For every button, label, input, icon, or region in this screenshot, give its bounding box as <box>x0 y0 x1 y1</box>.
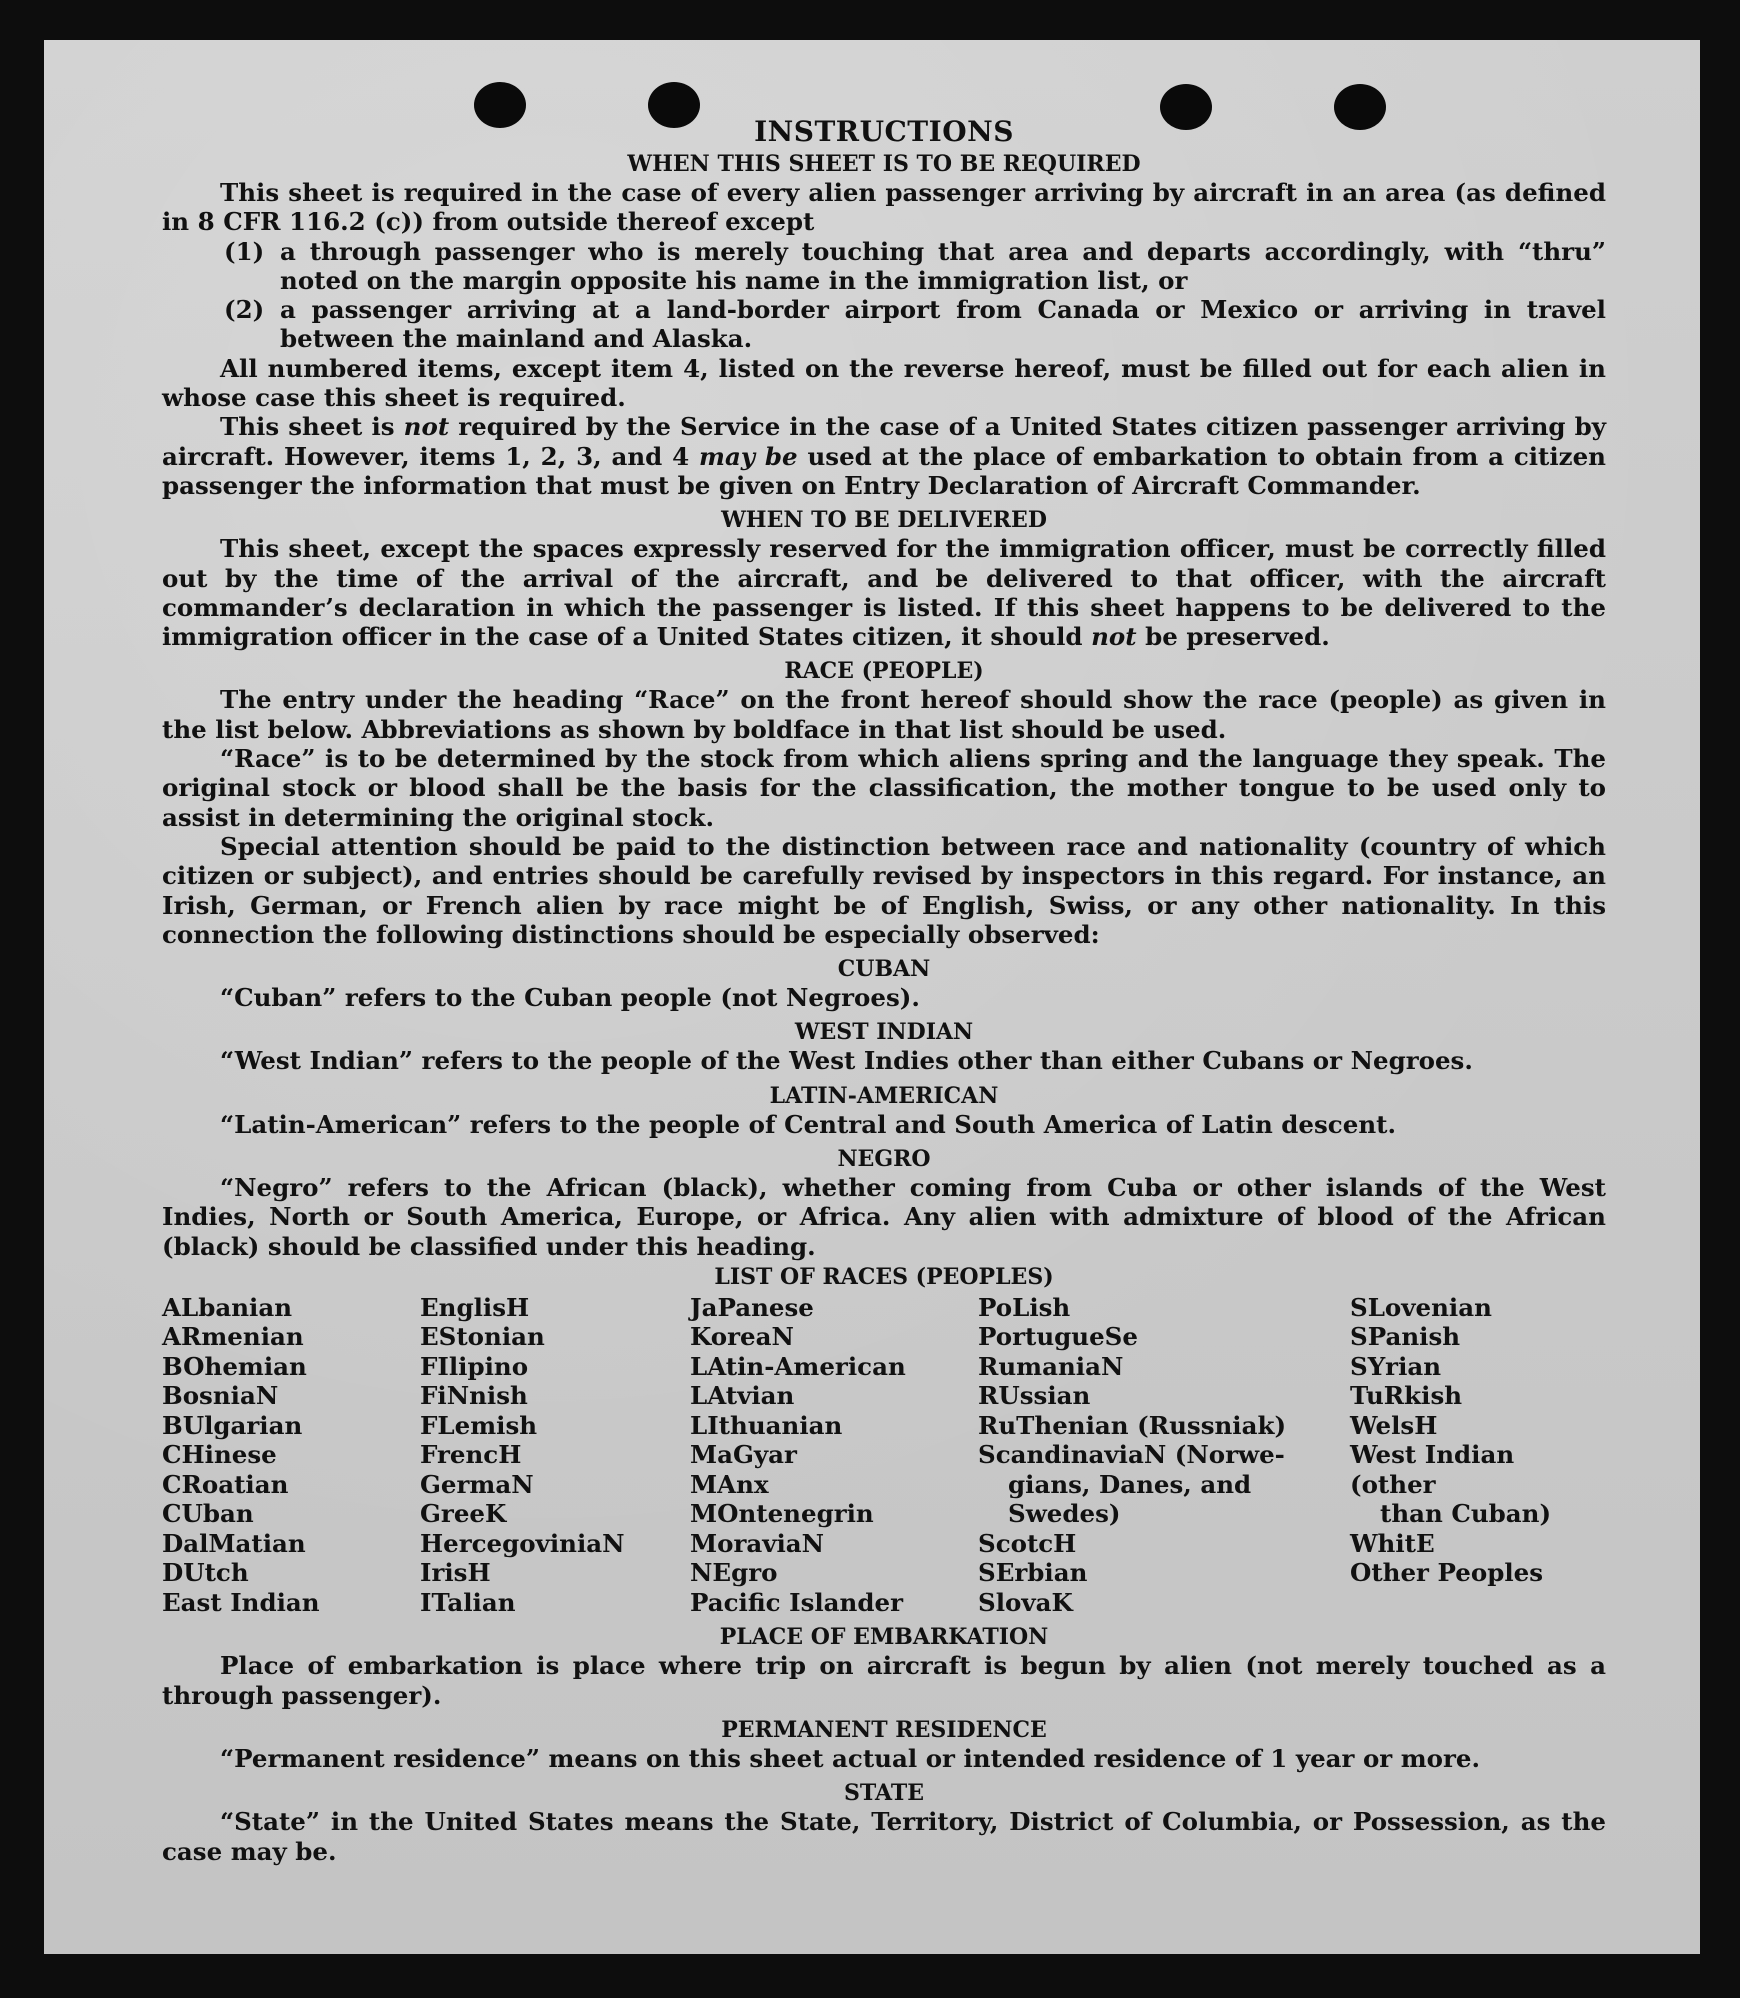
paragraph: “West Indian” refers to the people of the West Indies other than either Cubans or Negroes. <box>220 1046 1473 1076</box>
paragraph: “Latin-American” refers to the people of Central and South America of Latin descent. <box>220 1109 1396 1139</box>
section-heading-embarkation: PLACE OF EMBARKATION <box>719 1624 1049 1651</box>
race-entry: LAtvian <box>690 1381 795 1411</box>
race-entry: Pacific Islander <box>690 1587 903 1617</box>
race-entry: RuThenian (Russniak) <box>978 1410 1287 1440</box>
race-entry: HercegoviniaN <box>420 1528 625 1558</box>
page-title: INSTRUCTIONS <box>754 115 1014 148</box>
races-column <box>420 1293 690 1618</box>
paragraph: “Permanent residence” means on this sheet actual or intended residence of 1 year or more. <box>220 1744 1481 1773</box>
race-entry: DUtch <box>162 1558 249 1588</box>
race-entry: RUssian <box>978 1381 1091 1411</box>
instructions-body <box>162 114 1606 1866</box>
section-heading-permanent-residence: PERMANENT RESIDENCE <box>721 1717 1047 1743</box>
item-number: (1) <box>224 236 265 266</box>
race-entry: ALbanian <box>162 1292 293 1322</box>
text-run: This sheet is <box>220 412 404 442</box>
race-entry: than Cuban) <box>1380 1499 1552 1529</box>
race-entry: ScandinaviaN (Norwe- <box>978 1440 1285 1470</box>
paragraph: “State” in the United States means the State, Territory, District of Columbia, or Possession, as the case may be. <box>162 1807 1606 1866</box>
emphasis: not <box>403 412 450 442</box>
race-entry: CRoatian <box>162 1469 289 1499</box>
race-entry: BUlgarian <box>162 1410 303 1440</box>
race-entry: East Indian <box>162 1587 320 1617</box>
race-entry: WhitE <box>1350 1528 1435 1558</box>
race-entry: Other Peoples <box>1350 1558 1544 1588</box>
race-entry: Swedes) <box>1008 1499 1121 1529</box>
race-entry: GreeK <box>420 1499 507 1529</box>
text-run: required by the Service in the case of a United States citizen passenger arriving by aircraft. However, items 1, 2, 3, and 4 <box>162 412 1606 471</box>
race-entry: LAtin-American <box>690 1351 906 1381</box>
section-heading-latin-american: LATIN-AMERICAN <box>769 1082 999 1109</box>
list-item <box>162 295 1606 354</box>
item-text: a passenger arriving at a land-border airport from Canada or Mexico or arriving in travel between the mainland and Alaska. <box>280 295 1606 354</box>
races-column <box>690 1293 978 1618</box>
race-entry: ITalian <box>420 1587 516 1617</box>
race-entry: MOntenegrin <box>690 1499 874 1529</box>
section-heading-west-indian: WEST INDIAN <box>794 1019 974 1046</box>
text-run: used at the place of embarkation to obtain from a citizen passenger the information that must be given on Entry Declaration of Aircraft Commander. <box>162 441 1606 500</box>
race-entry: CUban <box>162 1499 254 1529</box>
race-entry: MAnx <box>690 1469 769 1499</box>
section-heading-race: RACE (PEOPLE) <box>784 658 984 685</box>
paragraph: “Race” is to be determined by the stock from which aliens spring and the language they speak. The original stock or blood shall be the basis for the classification, the mother tongue to be used only to assist in determining the original stock. <box>162 744 1606 832</box>
paragraph <box>162 412 1606 500</box>
race-entry: SlovaK <box>978 1587 1073 1617</box>
race-entry: NEgro <box>690 1558 778 1588</box>
race-entry: ScotcH <box>978 1528 1077 1558</box>
paragraph: The entry under the heading “Race” on the front hereof should show the race (people) as given in the list below. Abbreviations as shown by boldface in that list should be used. <box>162 685 1606 744</box>
race-entry: DalMatian <box>162 1528 306 1558</box>
section-heading-negro: NEGRO <box>837 1146 931 1173</box>
race-entry: CHinese <box>162 1440 277 1470</box>
race-entry: PoLish <box>978 1292 1071 1322</box>
section-heading-state: STATE <box>843 1780 925 1807</box>
paragraph: This sheet is required in the case of every alien passenger arriving by aircraft in an area (as defined in 8 CFR 116.2 (c)) from outside thereof except <box>162 178 1606 237</box>
race-entry: SErbian <box>978 1558 1088 1588</box>
race-entry: BOhemian <box>162 1351 307 1381</box>
paragraph: Place of embarkation is place where trip on aircraft is begun by alien (not merely touched as a through passenger). <box>162 1651 1606 1710</box>
race-entry: RumaniaN <box>978 1351 1124 1381</box>
section-heading-when-required: WHEN THIS SHEET IS TO BE REQUIRED <box>627 151 1141 177</box>
section-heading-when-delivered: WHEN TO BE DELIVERED <box>721 507 1047 534</box>
race-entry: West Indian (other <box>1350 1440 1515 1499</box>
race-entry: EStonian <box>420 1322 545 1352</box>
item-text: a through passenger who is merely touching that area and departs accordingly, with “thru” noted on the margin opposite his name in the immigration list, or <box>280 236 1606 295</box>
item-number: (2) <box>224 295 265 325</box>
race-entry: TuRkish <box>1350 1381 1463 1411</box>
list-item <box>162 237 1606 296</box>
race-entry: GermaN <box>420 1469 534 1499</box>
paragraph: All numbered items, except item 4, listed on the reverse hereof, must be filled out for each alien in whose case this sheet is required. <box>162 353 1606 413</box>
race-entry: FiNnish <box>420 1381 528 1411</box>
race-entry: EnglisH <box>420 1292 530 1322</box>
race-entry: LIthuanian <box>690 1410 843 1440</box>
race-entry: MaGyar <box>690 1440 797 1470</box>
race-entry: SPanish <box>1350 1322 1461 1352</box>
race-entry: FrencH <box>420 1440 522 1470</box>
paragraph <box>162 534 1606 651</box>
paragraph: Special attention should be paid to the distinction between race and nationality (country of which citizen or subject), and entries should be carefully revised by inspectors in this regard. For instance, an Irish, German, or French alien by race might be of English, Swiss, or any other nationality. In this connection the following distinctions should be especially observed: <box>162 831 1606 949</box>
races-list <box>162 1293 1606 1618</box>
emphasis: may be <box>699 441 798 471</box>
races-column <box>1350 1293 1606 1618</box>
race-entry: PortugueSe <box>978 1322 1138 1352</box>
paragraph: “Negro” refers to the African (black), whether coming from Cuba or other islands of the West Indies, North or South America, Europe, or Africa. Any alien with admixture of blood of the African (black) should be classified under this heading. <box>162 1173 1606 1261</box>
race-entry: ARmenian <box>162 1322 304 1352</box>
race-entry: BosniaN <box>162 1381 279 1411</box>
race-entry: FLemish <box>420 1410 538 1440</box>
document-sheet <box>44 40 1700 1954</box>
text-run: This sheet, except the spaces expressly reserved for the immigration officer, must be correctly filled out by the time of the arrival of the aircraft, and be delivered to that officer, with the aircraft commander’s declaration in which the passenger is listed. If this sheet happens to be delivered to the immigration officer in the case of a United States citizen, it should <box>162 534 1606 652</box>
section-heading-cuban: CUBAN <box>837 956 931 983</box>
paragraph: “Cuban” refers to the Cuban people (not Negroes). <box>220 983 920 1013</box>
race-entry: SYrian <box>1350 1351 1442 1381</box>
emphasis: not <box>1091 622 1137 652</box>
race-entry: WelsH <box>1350 1410 1438 1440</box>
race-entry: MoraviaN <box>690 1528 825 1558</box>
text-run: be preserved. <box>1136 622 1330 652</box>
races-column <box>162 1293 420 1618</box>
race-entry: IrisH <box>420 1558 491 1588</box>
section-heading-list-of-races: LIST OF RACES (PEOPLES) <box>714 1263 1054 1290</box>
race-entry: KoreaN <box>690 1322 794 1352</box>
races-column <box>978 1293 1350 1618</box>
race-entry: JaPanese <box>690 1292 814 1322</box>
race-entry: SLovenian <box>1350 1292 1492 1322</box>
race-entry: gians, Danes, and <box>1008 1469 1252 1499</box>
race-entry: FIlipino <box>420 1351 529 1381</box>
